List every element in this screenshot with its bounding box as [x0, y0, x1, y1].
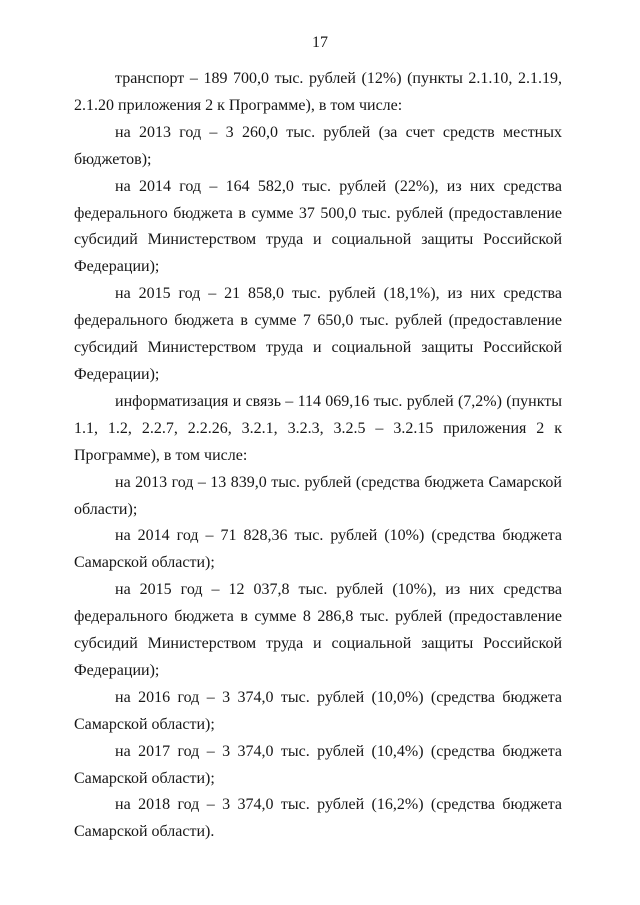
paragraph-it-2013: на 2013 год – 13 839,0 тыс. рублей (средства бюджета Самарской области);	[74, 473, 562, 518]
paragraph-it-2017: на 2017 год – 3 374,0 тыс. рублей (10,4%) (средства бюджета Самарской области);	[74, 742, 562, 787]
paragraph-transport-total: транспорт – 189 700,0 тыс. рублей (12%) (пункты 2.1.10, 2.1.19, 2.1.20 приложения 2 к Программе), в том числе:	[74, 70, 562, 114]
paragraph-it-2015: на 2015 год – 12 037,8 тыс. рублей (10%), из них средства федерального бюджета в сумме 8 286,8 тыс. рублей (предоставление субсидий Министерством труда и социальной защиты Российской Федерации);	[74, 581, 562, 679]
page-number: 17	[312, 34, 328, 51]
document-body	[74, 66, 562, 846]
paragraph-transport-2014: на 2014 год – 164 582,0 тыс. рублей (22%), из них средства федерального бюджета в сумме 37 500,0 тыс. рублей (предоставление субсидий Министерством труда и социальной защиты Российской Федерации);	[74, 177, 562, 276]
paragraph-transport-2013: на 2013 год – 3 260,0 тыс. рублей (за счет средств местных бюджетов);	[74, 123, 562, 168]
paragraph-it-2016: на 2016 год – 3 374,0 тыс. рублей (10,0%) (средства бюджета Самарской области);	[74, 688, 562, 733]
paragraph-it-2018: на 2018 год – 3 374,0 тыс. рублей (16,2%) (средства бюджета Самарской области).	[74, 796, 562, 841]
paragraph-transport-2015: на 2015 год – 21 858,0 тыс. рублей (18,1%), из них средства федерального бюджета в сумме 7 650,0 тыс. рублей (предоставление субсидий Министерством труда и социальной защиты Российской Федерации);	[74, 285, 562, 383]
paragraph-it-total: информатизация и связь – 114 069,16 тыс. рублей (7,2%) (пункты 1.1, 1.2, 2.2.7, 2.2.26, 3.2.1, 3.2.3, 3.2.5 – 3.2.15 приложения 2 к Программе), в том числе:	[74, 392, 562, 464]
paragraph-it-2014: на 2014 год – 71 828,36 тыс. рублей (10%) (средства бюджета Самарской области);	[74, 527, 562, 572]
